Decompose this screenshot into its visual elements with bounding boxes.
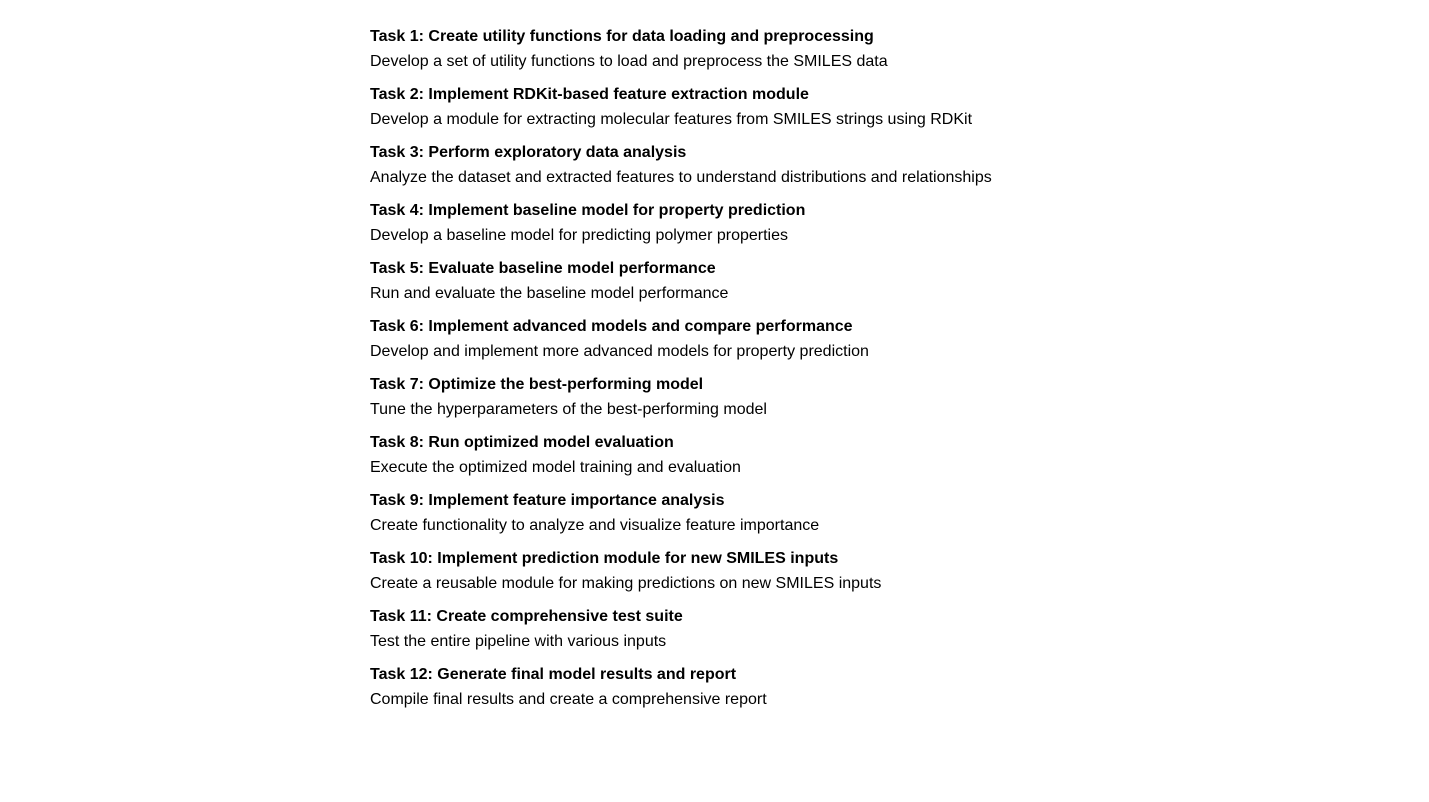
task-title: Task 6: Implement advanced models and compare performance bbox=[370, 318, 853, 335]
task-item bbox=[370, 372, 1035, 422]
task-description: Develop a module for extracting molecular features from SMILES strings using RDKit bbox=[370, 111, 973, 128]
task-title: Task 4: Implement baseline model for property prediction bbox=[370, 202, 806, 219]
task-description: Execute the optimized model training and evaluation bbox=[370, 459, 741, 476]
task-description: Run and evaluate the baseline model performance bbox=[370, 285, 729, 302]
task-description: Develop a set of utility functions to load and preprocess the SMILES data bbox=[370, 53, 888, 70]
task-title: Task 1: Create utility functions for data loading and preprocessing bbox=[370, 28, 874, 45]
task-description: Analyze the dataset and extracted features to understand distributions and relationships bbox=[370, 169, 992, 186]
task-title: Task 8: Run optimized model evaluation bbox=[370, 434, 674, 451]
task-description: Test the entire pipeline with various inputs bbox=[370, 633, 667, 650]
task-item bbox=[370, 488, 1035, 538]
task-title: Task 9: Implement feature importance analysis bbox=[370, 492, 725, 509]
task-item bbox=[370, 604, 1035, 654]
task-title: Task 7: Optimize the best-performing model bbox=[370, 376, 704, 393]
task-description: Compile final results and create a comprehensive report bbox=[370, 691, 767, 708]
task-item bbox=[370, 546, 1035, 596]
task-description: Develop and implement more advanced models for property prediction bbox=[370, 343, 869, 360]
task-item bbox=[370, 24, 1035, 74]
task-description: Create a reusable module for making predictions on new SMILES inputs bbox=[370, 575, 882, 592]
task-title: Task 12: Generate final model results and report bbox=[370, 666, 737, 683]
task-title: Task 2: Implement RDKit-based feature extraction module bbox=[370, 86, 809, 103]
task-item bbox=[370, 140, 1035, 190]
task-item bbox=[370, 662, 1035, 712]
task-description: Tune the hyperparameters of the best-performing model bbox=[370, 401, 767, 418]
task-title: Task 3: Perform exploratory data analysis bbox=[370, 144, 687, 161]
task-item bbox=[370, 314, 1035, 364]
task-title: Task 11: Create comprehensive test suite bbox=[370, 608, 683, 625]
task-list bbox=[370, 24, 1035, 720]
task-title: Task 10: Implement prediction module for new SMILES inputs bbox=[370, 550, 839, 567]
task-title: Task 5: Evaluate baseline model performance bbox=[370, 260, 716, 277]
task-item bbox=[370, 430, 1035, 480]
task-description: Develop a baseline model for predicting polymer properties bbox=[370, 227, 788, 244]
task-description: Create functionality to analyze and visualize feature importance bbox=[370, 517, 820, 534]
task-item bbox=[370, 82, 1035, 132]
task-item bbox=[370, 198, 1035, 248]
task-item bbox=[370, 256, 1035, 306]
